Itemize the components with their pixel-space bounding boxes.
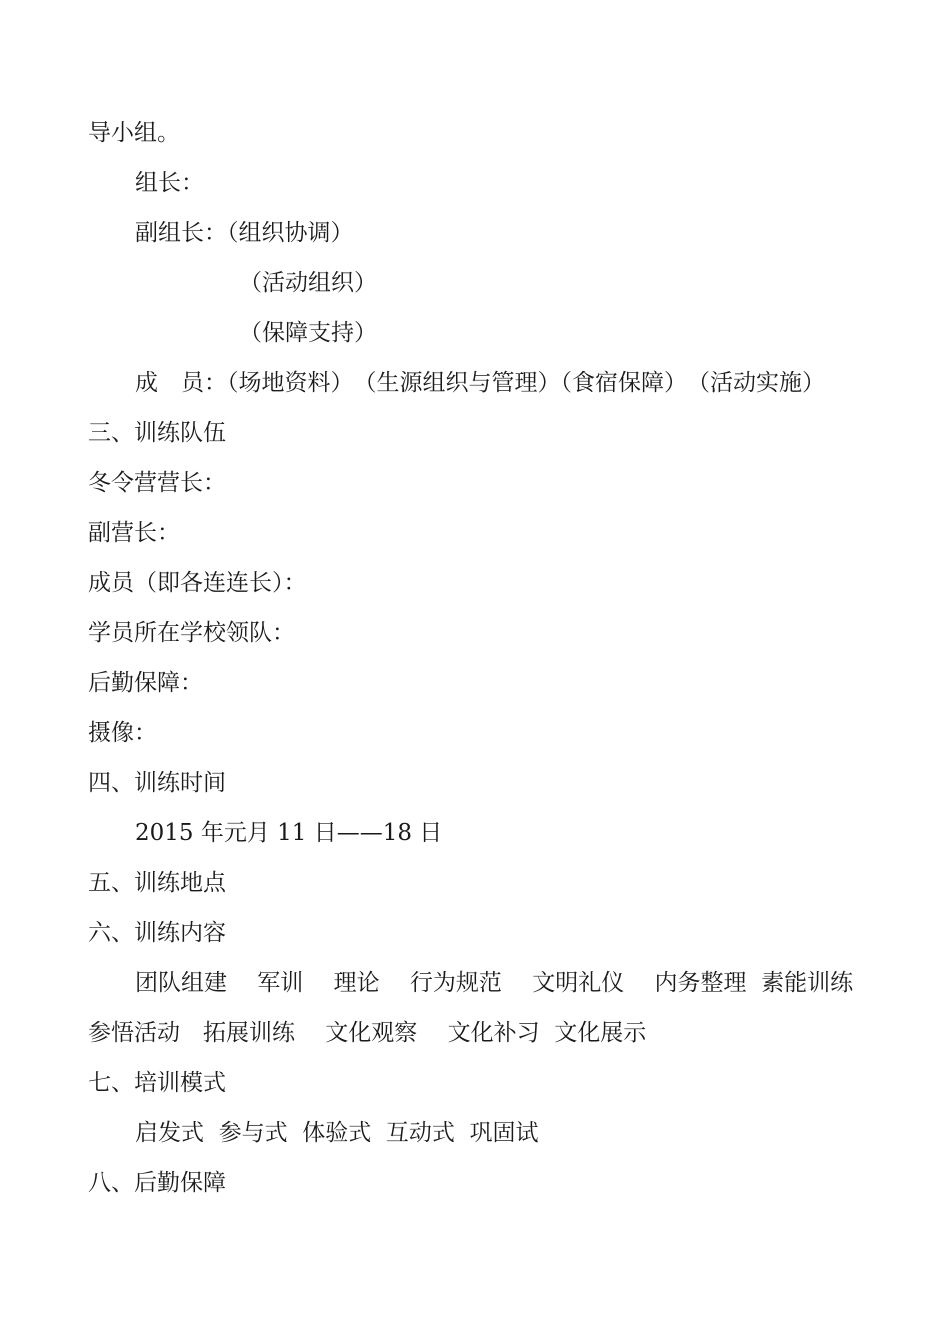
- section-heading-content: 六、训练内容: [88, 920, 226, 946]
- text-line-dates: 2015 年元月 11 日——18 日: [135, 820, 443, 846]
- text-line-camera: 摄像：: [88, 720, 157, 746]
- text-line-school-leaders: 学员所在学校领队：: [88, 620, 295, 646]
- text-line-company-leaders: 成员（即各连连长）：: [88, 570, 307, 596]
- section-heading-team: 三、训练队伍: [88, 420, 226, 446]
- section-heading-time: 四、训练时间: [88, 770, 226, 796]
- text-line-support: （保障支持）: [239, 320, 377, 346]
- text-line-vice-camp-leader: 副营长：: [88, 520, 180, 546]
- text-line-logistics: 后勤保障：: [88, 670, 203, 696]
- text-line-vice-leader: 副组长：（组织协调）: [135, 220, 354, 246]
- text-line-content-items-1: 团队组建 军训 理论 行为规范 文明礼仪 内务整理 素能训练: [135, 970, 854, 996]
- section-heading-mode: 七、培训模式: [88, 1070, 226, 1096]
- section-heading-logistics: 八、后勤保障: [88, 1170, 226, 1196]
- text-line-activity-org: （活动组织）: [239, 270, 377, 296]
- text-line-lead-group: 导小组。: [88, 120, 180, 146]
- section-heading-location: 五、训练地点: [88, 870, 226, 896]
- text-line-camp-leader: 冬令营营长：: [88, 470, 226, 496]
- text-line-leader: 组长：: [135, 170, 204, 196]
- text-line-content-items-2: 参悟活动 拓展训练 文化观察 文化补习 文化展示: [88, 1020, 647, 1046]
- text-line-modes: 启发式 参与式 体验式 互动式 巩固试: [135, 1120, 539, 1146]
- text-line-members: 成 员：（场地资料） （生源组织与管理）（食宿保障） （活动实施）: [135, 370, 825, 396]
